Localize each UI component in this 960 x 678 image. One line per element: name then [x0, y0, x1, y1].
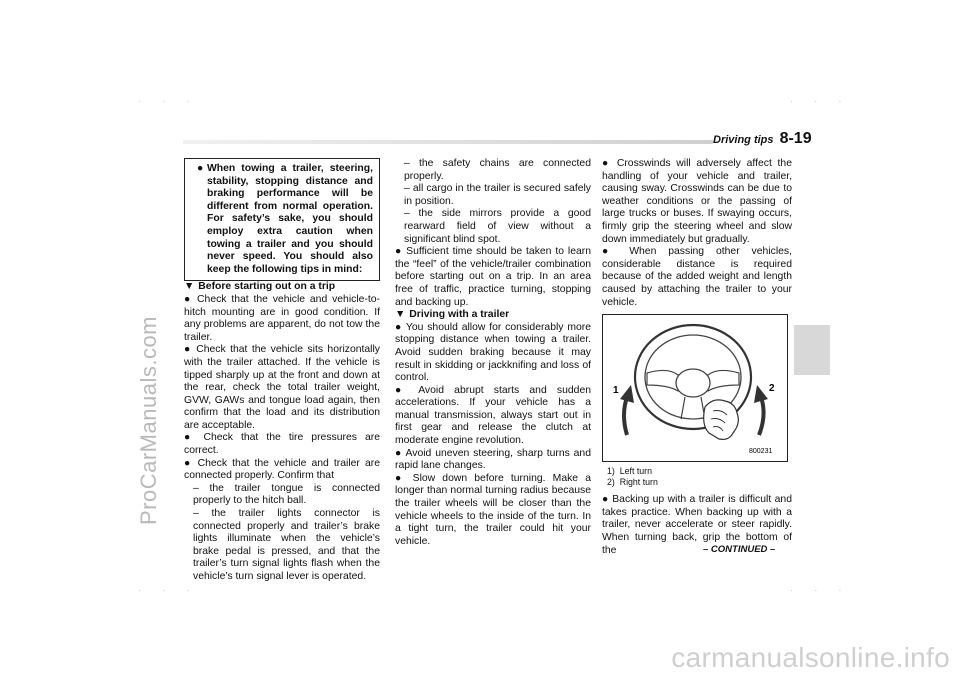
- steering-wheel-hub: [676, 369, 710, 397]
- right-arrow-head-icon: [754, 385, 768, 403]
- bullet-paragraph: ● Check that the vehicle and trailer are connected properly. Confirm that: [184, 457, 380, 482]
- warning-text: When towing a trailer, steering, stability, stopping distance and braking performance will be different from normal operation. For safety’s sake, you should employ extra caution when towing a trailer and you should never speed. You should also keep the following tips in mind:: [207, 163, 373, 275]
- warning-box: [184, 158, 380, 281]
- section-title: Driving tips: [713, 134, 774, 146]
- bullet-paragraph: ● Check that the vehicle and vehicle-to-hitch mounting are in good condition. If any problems are apparent, do not tow the trailer.: [184, 293, 380, 343]
- left-arrow-head-icon: [620, 385, 634, 403]
- column-2: [395, 158, 591, 548]
- page-number: 8-19: [779, 130, 812, 147]
- section-heading: ▼ Driving with a trailer: [395, 309, 510, 321]
- bullet-paragraph: ● Slow down before turning. Make a longer than normal turning radius because the trailer wheels will be closer than the vehicle wheels to the inside of the turn. In a tight turn, the trailer could hit your vehicle.: [395, 472, 591, 547]
- side-watermark: ProCarManuals.com: [136, 315, 161, 525]
- sub-item: – the side mirrors provide a good rearward field of view without a significant blind spot.: [404, 208, 591, 245]
- header-rule: [183, 140, 713, 144]
- column-3: [602, 158, 792, 557]
- bullet-paragraph: ● Avoid uneven steering, sharp turns and rapid lane changes.: [395, 447, 591, 472]
- figure-label-2: 2: [769, 383, 775, 395]
- bullet-paragraph: ● You should allow for considerably more stopping distance when towing a trailer. Avoid sudden braking because it may result in skidding or jackknifing and loss of control.: [395, 321, 591, 384]
- caption-right-turn: 2) Right turn: [607, 477, 658, 488]
- sub-item: – the trailer lights connector is connected properly and trailer’s brake lights illuminate when the vehicle’s brake pedal is pressed, and that the trailer’s turn signal lights flash when the vehicle’s turn signal lever is operated.: [193, 508, 380, 582]
- figure-captions: [602, 466, 792, 488]
- bullet-paragraph: ● When passing other vehicles, considerable distance is required because of the added weight and length caused by attaching the trailer to your vehicle.: [602, 246, 792, 308]
- left-turn-arrow: [624, 397, 627, 435]
- column-1: [184, 158, 380, 584]
- chapter-thumb-tab: [794, 325, 830, 375]
- crop-mark: · · ·: [790, 585, 851, 596]
- triangle-icon: ▼: [395, 309, 406, 321]
- continued-label: – CONTINUED –: [703, 544, 776, 555]
- section-heading: ▼ Before starting out on a trip: [184, 281, 336, 293]
- crop-mark: · · ·: [790, 96, 851, 107]
- figure-code: 800231: [749, 448, 773, 456]
- bullet-paragraph: ● Sufficient time should be taken to learn the “feel” of the vehicle/trailer combination before starting out on a trip. In an area free of traffic, practice turning, stopping and backing up.: [395, 246, 591, 308]
- sub-item: – the trailer tongue is connected properly to the hitch ball.: [193, 482, 380, 507]
- triangle-icon: ▼: [184, 281, 195, 293]
- bullet-paragraph: ● Avoid abrupt starts and sudden accelerations. If your vehicle has a manual transmission, always start out in first gear and release the clutch at moderate engine revolution.: [395, 384, 591, 447]
- figure-label-1: 1: [613, 385, 619, 397]
- caption-left-turn: 1) Left turn: [607, 466, 652, 477]
- bullet-paragraph: ● Check that the vehicle sits horizontally with the trailer attached. If the vehicle is tipped sharply up at the front and down at the rear, check the total trailer weight, GVW, GAWs and tongue load again, then confirm that the load and its distribution are acceptable.: [184, 344, 380, 431]
- bullet-paragraph: ● Backing up with a trailer is difficult and takes practice. When backing up with a trailer, never accelerate or steer rapidly. When turning back, grip the bottom of the: [602, 494, 792, 556]
- bullet-paragraph: ● Crosswinds will adversely affect the handling of your vehicle and trailer, causing sway. Crosswinds can be due to weather conditions or the passing of large trucks or buses. If swaying occurs, firmly grip the steering wheel and slow down immediately but gradually.: [602, 158, 792, 245]
- crop-mark: · · ·: [138, 96, 199, 107]
- steering-wheel-illustration: [603, 315, 787, 461]
- bullet-icon: ●: [197, 163, 204, 174]
- bullet-paragraph: ● Check that the tire pressures are correct.: [184, 432, 380, 457]
- right-turn-arrow: [759, 397, 764, 435]
- crop-mark: · · ·: [138, 585, 199, 596]
- sub-item: – all cargo in the trailer is secured safely in position.: [404, 183, 591, 207]
- bottom-watermark: carmanualsonline.info: [671, 642, 950, 673]
- steering-wheel-figure: [602, 314, 788, 462]
- sub-item: – the safety chains are connected properly.: [404, 158, 591, 182]
- page-header: [713, 130, 812, 148]
